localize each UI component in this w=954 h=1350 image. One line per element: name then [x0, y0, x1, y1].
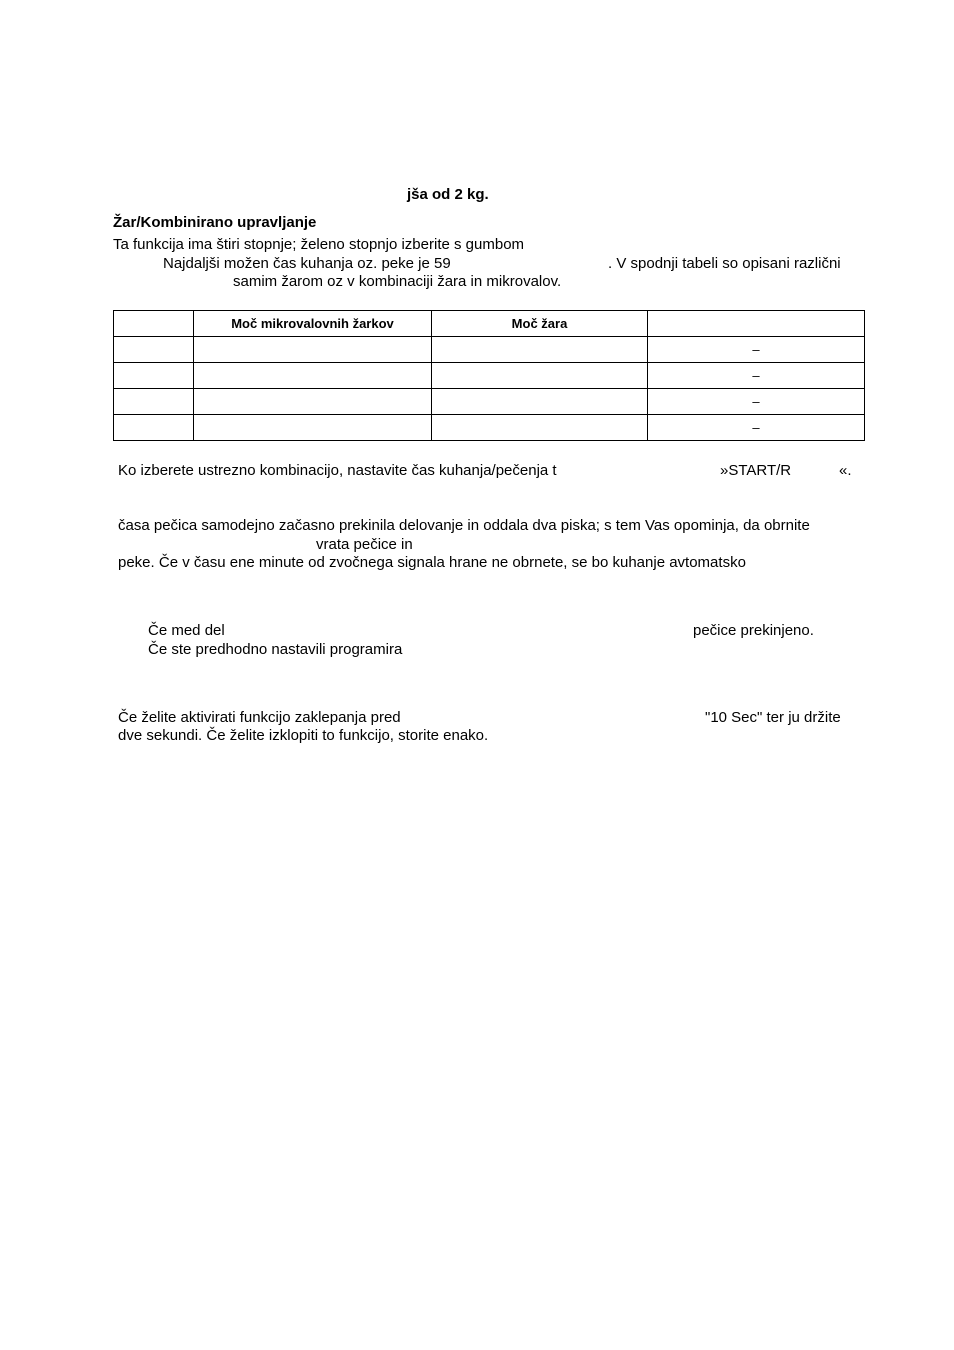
table-cell: –	[648, 337, 865, 363]
weight-note: jša od 2 kg.	[407, 186, 489, 203]
pause-line-3: peke. Če v času ene minute od zvočnega signala hrane ne obrnete, se bo kuhanje avtomatsko	[118, 554, 746, 571]
start-button-label: »START/R	[720, 462, 792, 479]
table-cell	[114, 363, 194, 389]
after-table-text-c: «.	[839, 462, 852, 479]
intro-line-2a: Najdaljši možen čas kuhanja oz. peke je 59	[163, 255, 451, 272]
table-row	[114, 389, 865, 415]
table-row	[114, 337, 865, 363]
table-cell	[432, 415, 648, 441]
table-cell	[432, 363, 648, 389]
pause-line-2: vrata pečice in	[316, 536, 413, 553]
intro-line-1: Ta funkcija ima štiri stopnje; želeno stopnjo izberite s gumbom	[113, 236, 525, 253]
intro-line-2b: . V spodnji tabeli so opisani različni	[608, 255, 841, 272]
table-cell	[114, 389, 194, 415]
after-table-text-a: Ko izberete ustrezno kombinacijo, nastavite čas kuhanja/pečenja t	[118, 462, 557, 479]
table-cell	[194, 415, 432, 441]
pause-line-1: časa pečica samodejno začasno prekinila delovanje in oddala dva piska; s tem Vas opominja, da obrnite	[118, 517, 810, 534]
interrupt-line-1b: pečice prekinjeno.	[693, 622, 814, 639]
table-header-microwave-power: Moč mikrovalovnih žarkov	[194, 311, 432, 337]
lock-line-2: dve sekundi. Če želite izklopiti to funkcijo, storite enako.	[118, 727, 489, 744]
table-cell	[194, 389, 432, 415]
intro-line-3: samim žarom oz v kombinaciji žara in mikrovalov.	[233, 273, 562, 290]
table-header-cell	[114, 311, 194, 337]
table-header-grill-power: Moč žara	[432, 311, 648, 337]
table-cell: –	[648, 389, 865, 415]
table-cell	[114, 415, 194, 441]
table-header-row	[114, 311, 865, 337]
table-cell	[194, 363, 432, 389]
table-cell	[432, 337, 648, 363]
table-row	[114, 415, 865, 441]
lock-line-1b: "10 Sec" ter ju držite	[705, 709, 841, 726]
interrupt-line-1a: Če med del	[148, 622, 225, 639]
table-header-cell	[648, 311, 865, 337]
table-cell: –	[648, 363, 865, 389]
interrupt-line-2: Če ste predhodno nastavili programira	[148, 641, 403, 658]
lock-line-1a: Če želite aktivirati funkcijo zaklepanja pred	[118, 709, 401, 726]
table-cell	[194, 337, 432, 363]
grill-table	[113, 310, 865, 441]
table-cell	[114, 337, 194, 363]
table-cell: –	[648, 415, 865, 441]
table-cell	[432, 389, 648, 415]
table-row	[114, 363, 865, 389]
section-heading: Žar/Kombinirano upravljanje	[113, 214, 317, 231]
